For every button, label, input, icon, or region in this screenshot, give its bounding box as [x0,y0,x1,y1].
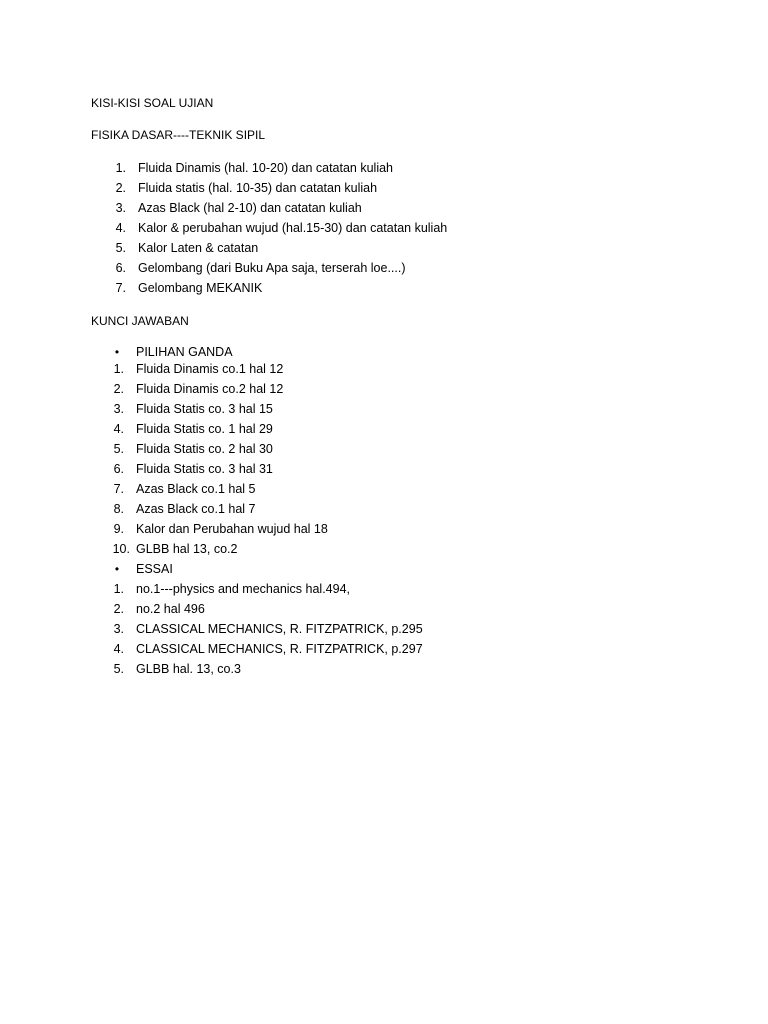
document-page: KISI-KISI SOAL UJIAN FISIKA DASAR----TEKNIK SIPIL 1. Fluida Dinamis (hal. 10-20) dan catatan kuliah 2. Fluida statis (hal. 10-35) dan catatan kuliah 3. Azas Black (hal 2-10) dan catatan kuliah 4. Kalor & perubahan wujud (hal.15-30) dan catatan kuliah 5. Kalor Laten & catatan 6. Gelombang (dari Buku Apa saja, terserah loe....) 7. Gelombang MEKANIK KUNCI JAWABAN • PILIHAN GANDA 1. Fluida Dinamis co.1 hal 12 2. Fluida Dinamis co.2 hal 12 3. Fluida Statis co. 3 hal 15 4. Fluida Statis co. 1 hal 29 5. Fluida Statis co. 2 hal 30 6. Fluida Statis co. 3 hal 31 7. Azas Black co.1 hal 5 8. Azas Black co.1 hal 7 9. Kalor dan Perubahan wujud hal 18 10. GLBB hal 13, co.2 • ESSAI 1. no.1---physics and mechanics hal.494, 2. no.2 hal 496 3. CLASSICAL MECHANICS, R. FITZPATRICK, p.295 4. CLASSICAL MECHANICS, R. FITZPATRICK, p.297 5. GLBB hal. 13, co.3 [91,96,448,676]
bullet-icon: • [114,345,120,359]
multiple-choice-label: PILIHAN GANDA [136,345,233,359]
bullet-icon: • [114,562,120,576]
answer-key-heading: KUNCI JAWABAN [91,314,189,328]
document-title: KISI-KISI SOAL UJIAN [91,96,214,110]
document-subtitle: FISIKA DASAR----TEKNIK SIPIL [91,128,266,142]
essay-label: ESSAI [136,562,173,576]
